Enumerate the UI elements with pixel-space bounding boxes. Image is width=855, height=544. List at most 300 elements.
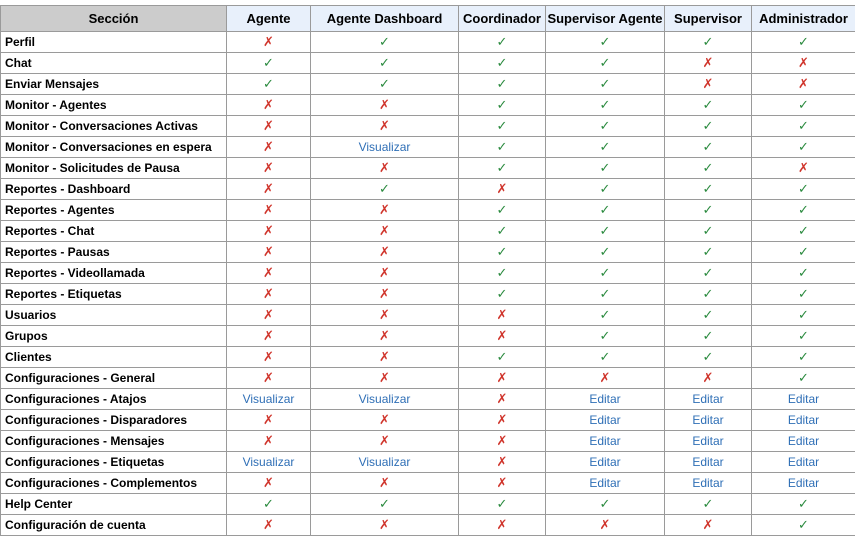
permission-cell <box>752 242 855 263</box>
check-icon: ✓ <box>497 35 508 50</box>
permission-cell <box>546 32 665 53</box>
cross-icon: ✗ <box>798 56 809 71</box>
table-row <box>1 515 855 536</box>
permission-cell <box>546 242 665 263</box>
section-label: Reportes - Pausas <box>1 242 227 263</box>
check-icon: ✓ <box>497 245 508 260</box>
check-icon: ✓ <box>798 245 809 260</box>
cross-icon: ✗ <box>263 203 274 218</box>
table-row <box>1 263 855 284</box>
table-row <box>1 347 855 368</box>
section-label: Reportes - Videollamada <box>1 263 227 284</box>
check-icon: ✓ <box>263 77 274 92</box>
permission-cell <box>752 221 855 242</box>
permission-cell <box>546 179 665 200</box>
check-icon: ✓ <box>497 98 508 113</box>
section-label: Configuraciones - General <box>1 368 227 389</box>
table-row <box>1 368 855 389</box>
check-icon: ✓ <box>703 182 714 197</box>
permission-cell <box>311 32 459 53</box>
cross-icon: ✗ <box>263 287 274 302</box>
permission-cell <box>546 473 665 494</box>
permission-cell <box>227 137 311 158</box>
permission-cell <box>546 431 665 452</box>
check-icon: ✓ <box>497 56 508 71</box>
permission-cell <box>546 53 665 74</box>
permission-cell <box>752 452 855 473</box>
permission-cell <box>546 410 665 431</box>
permission-cell <box>665 473 752 494</box>
header-role-supervisor-agente: Supervisor Agente <box>546 6 665 32</box>
check-icon: ✓ <box>703 350 714 365</box>
permission-cell <box>752 431 855 452</box>
check-icon: ✓ <box>703 245 714 260</box>
permission-cell <box>311 137 459 158</box>
cross-icon: ✗ <box>263 140 274 155</box>
check-icon: ✓ <box>798 329 809 344</box>
check-icon: ✓ <box>600 35 611 50</box>
permission-cell <box>459 305 546 326</box>
table-row <box>1 158 855 179</box>
permission-cell <box>546 263 665 284</box>
check-icon: ✓ <box>703 497 714 512</box>
cross-icon: ✗ <box>497 182 508 197</box>
check-icon: ✓ <box>798 497 809 512</box>
check-icon: ✓ <box>703 35 714 50</box>
permission-cell <box>227 263 311 284</box>
check-icon: ✓ <box>600 245 611 260</box>
cross-icon: ✗ <box>798 77 809 92</box>
permission-cell <box>311 347 459 368</box>
permission-cell <box>546 452 665 473</box>
check-icon: ✓ <box>703 224 714 239</box>
cross-icon: ✗ <box>263 371 274 386</box>
permission-cell <box>227 95 311 116</box>
permission-cell <box>459 116 546 137</box>
permission-cell <box>752 116 855 137</box>
permission-cell <box>665 95 752 116</box>
permission-cell <box>546 95 665 116</box>
permission-level-text: Editar <box>788 455 819 469</box>
permission-cell <box>459 263 546 284</box>
permission-cell <box>752 368 855 389</box>
permission-cell <box>665 53 752 74</box>
check-icon: ✓ <box>497 161 508 176</box>
cross-icon: ✗ <box>263 434 274 449</box>
permission-level-text: Visualizar <box>243 392 295 406</box>
check-icon: ✓ <box>798 182 809 197</box>
permission-cell <box>546 284 665 305</box>
permission-cell <box>752 74 855 95</box>
cross-icon: ✗ <box>379 434 390 449</box>
permissions-table <box>0 5 855 536</box>
check-icon: ✓ <box>600 140 611 155</box>
permission-level-text: Editar <box>692 476 723 490</box>
check-icon: ✓ <box>798 140 809 155</box>
check-icon: ✓ <box>497 203 508 218</box>
permission-cell <box>459 494 546 515</box>
permission-cell <box>311 284 459 305</box>
check-icon: ✓ <box>379 497 390 512</box>
check-icon: ✓ <box>798 371 809 386</box>
permission-cell <box>227 158 311 179</box>
cross-icon: ✗ <box>263 98 274 113</box>
permission-cell <box>665 263 752 284</box>
permission-cell <box>546 137 665 158</box>
cross-icon: ✗ <box>379 329 390 344</box>
permission-cell <box>311 158 459 179</box>
cross-icon: ✗ <box>497 476 508 491</box>
permission-cell <box>546 158 665 179</box>
permission-level-text: Editar <box>788 476 819 490</box>
permission-cell <box>227 284 311 305</box>
section-label: Monitor - Agentes <box>1 95 227 116</box>
permission-cell <box>459 410 546 431</box>
header-role-supervisor: Supervisor <box>665 6 752 32</box>
permission-cell <box>459 515 546 536</box>
permission-cell <box>752 200 855 221</box>
check-icon: ✓ <box>703 98 714 113</box>
permission-cell <box>752 305 855 326</box>
permission-cell <box>546 494 665 515</box>
section-label: Help Center <box>1 494 227 515</box>
permission-cell <box>752 389 855 410</box>
permission-cell <box>665 368 752 389</box>
permission-cell <box>311 95 459 116</box>
permission-cell <box>311 494 459 515</box>
table-row <box>1 179 855 200</box>
permission-cell <box>459 389 546 410</box>
cross-icon: ✗ <box>497 518 508 533</box>
permission-cell <box>311 263 459 284</box>
permission-cell <box>459 74 546 95</box>
permission-cell <box>459 95 546 116</box>
permission-cell <box>311 368 459 389</box>
cross-icon: ✗ <box>379 476 390 491</box>
check-icon: ✓ <box>600 119 611 134</box>
check-icon: ✓ <box>600 497 611 512</box>
permission-cell <box>459 452 546 473</box>
permission-cell <box>546 368 665 389</box>
check-icon: ✓ <box>703 308 714 323</box>
section-label: Configuraciones - Complementos <box>1 473 227 494</box>
table-row <box>1 473 855 494</box>
cross-icon: ✗ <box>263 518 274 533</box>
permission-level-text: Editar <box>692 455 723 469</box>
permission-cell <box>665 326 752 347</box>
permission-cell <box>311 200 459 221</box>
permission-cell <box>459 284 546 305</box>
cross-icon: ✗ <box>379 161 390 176</box>
permission-cell <box>665 305 752 326</box>
table-row <box>1 326 855 347</box>
permission-level-text: Editar <box>788 392 819 406</box>
permission-level-text: Editar <box>589 455 620 469</box>
table-row <box>1 431 855 452</box>
check-icon: ✓ <box>798 119 809 134</box>
permission-cell <box>752 494 855 515</box>
cross-icon: ✗ <box>703 371 714 386</box>
permission-cell <box>752 95 855 116</box>
check-icon: ✓ <box>379 35 390 50</box>
permission-cell <box>227 494 311 515</box>
permission-cell <box>665 347 752 368</box>
cross-icon: ✗ <box>600 518 611 533</box>
permission-cell <box>311 242 459 263</box>
permission-cell <box>227 347 311 368</box>
section-label: Perfil <box>1 32 227 53</box>
cross-icon: ✗ <box>263 35 274 50</box>
permission-cell <box>459 326 546 347</box>
permission-cell <box>311 410 459 431</box>
header-role-administrador: Administrador <box>752 6 855 32</box>
permission-cell <box>459 53 546 74</box>
section-label: Configuraciones - Etiquetas <box>1 452 227 473</box>
permission-cell <box>546 305 665 326</box>
permission-level-text: Editar <box>788 413 819 427</box>
permission-cell <box>546 389 665 410</box>
cross-icon: ✗ <box>703 518 714 533</box>
permission-cell <box>227 473 311 494</box>
cross-icon: ✗ <box>263 182 274 197</box>
check-icon: ✓ <box>497 266 508 281</box>
permissions-body <box>1 32 855 536</box>
check-icon: ✓ <box>798 224 809 239</box>
permission-cell <box>459 179 546 200</box>
cross-icon: ✗ <box>379 119 390 134</box>
check-icon: ✓ <box>798 287 809 302</box>
permission-cell <box>311 515 459 536</box>
section-label: Chat <box>1 53 227 74</box>
check-icon: ✓ <box>798 203 809 218</box>
permission-cell <box>459 158 546 179</box>
cross-icon: ✗ <box>263 161 274 176</box>
cross-icon: ✗ <box>497 371 508 386</box>
check-icon: ✓ <box>379 77 390 92</box>
permission-level-text: Editar <box>589 392 620 406</box>
check-icon: ✓ <box>600 182 611 197</box>
cross-icon: ✗ <box>263 350 274 365</box>
header-role-agente: Agente <box>227 6 311 32</box>
table-row <box>1 137 855 158</box>
cross-icon: ✗ <box>379 287 390 302</box>
cross-icon: ✗ <box>497 455 508 470</box>
check-icon: ✓ <box>703 140 714 155</box>
permission-cell <box>665 431 752 452</box>
permission-cell <box>227 32 311 53</box>
permission-cell <box>752 347 855 368</box>
check-icon: ✓ <box>497 350 508 365</box>
permission-cell <box>227 326 311 347</box>
permission-level-text: Editar <box>589 476 620 490</box>
header-section: Sección <box>1 6 227 32</box>
permission-cell <box>752 179 855 200</box>
permission-cell <box>227 116 311 137</box>
section-label: Clientes <box>1 347 227 368</box>
permission-cell <box>546 515 665 536</box>
permission-cell <box>665 32 752 53</box>
permission-cell <box>227 221 311 242</box>
permission-cell <box>665 452 752 473</box>
permission-cell <box>227 389 311 410</box>
check-icon: ✓ <box>703 329 714 344</box>
check-icon: ✓ <box>379 56 390 71</box>
table-row <box>1 494 855 515</box>
permission-cell <box>311 221 459 242</box>
permission-level-text: Editar <box>692 434 723 448</box>
cross-icon: ✗ <box>497 392 508 407</box>
cross-icon: ✗ <box>379 224 390 239</box>
permission-cell <box>227 200 311 221</box>
cross-icon: ✗ <box>379 245 390 260</box>
section-label: Monitor - Solicitudes de Pausa <box>1 158 227 179</box>
permission-cell <box>665 158 752 179</box>
permission-cell <box>459 347 546 368</box>
permission-cell <box>311 53 459 74</box>
table-row <box>1 221 855 242</box>
cross-icon: ✗ <box>497 308 508 323</box>
permission-level-text: Visualizar <box>243 455 295 469</box>
check-icon: ✓ <box>497 77 508 92</box>
permission-cell <box>546 347 665 368</box>
permission-cell <box>665 389 752 410</box>
check-icon: ✓ <box>600 224 611 239</box>
check-icon: ✓ <box>798 35 809 50</box>
permission-cell <box>459 221 546 242</box>
table-row <box>1 200 855 221</box>
permission-cell <box>752 32 855 53</box>
check-icon: ✓ <box>497 287 508 302</box>
permission-cell <box>459 242 546 263</box>
permission-cell <box>459 473 546 494</box>
permission-cell <box>227 74 311 95</box>
permission-level-text: Editar <box>692 392 723 406</box>
cross-icon: ✗ <box>379 203 390 218</box>
permission-cell <box>459 368 546 389</box>
cross-icon: ✗ <box>263 224 274 239</box>
permission-cell <box>227 53 311 74</box>
permission-cell <box>459 137 546 158</box>
check-icon: ✓ <box>798 308 809 323</box>
permission-cell <box>227 179 311 200</box>
cross-icon: ✗ <box>600 371 611 386</box>
permission-cell <box>752 515 855 536</box>
table-row <box>1 53 855 74</box>
permission-cell <box>665 137 752 158</box>
header-role-agente-dashboard: Agente Dashboard <box>311 6 459 32</box>
permission-cell <box>227 431 311 452</box>
cross-icon: ✗ <box>379 518 390 533</box>
permission-cell <box>227 242 311 263</box>
cross-icon: ✗ <box>497 329 508 344</box>
check-icon: ✓ <box>600 308 611 323</box>
permission-level-text: Visualizar <box>359 140 411 154</box>
permission-cell <box>665 200 752 221</box>
check-icon: ✓ <box>798 350 809 365</box>
check-icon: ✓ <box>497 224 508 239</box>
permission-cell <box>752 263 855 284</box>
table-row <box>1 410 855 431</box>
permission-cell <box>546 74 665 95</box>
permission-cell <box>311 305 459 326</box>
permission-cell <box>227 305 311 326</box>
table-row <box>1 74 855 95</box>
section-label: Grupos <box>1 326 227 347</box>
cross-icon: ✗ <box>379 266 390 281</box>
section-label: Reportes - Dashboard <box>1 179 227 200</box>
cross-icon: ✗ <box>263 266 274 281</box>
cross-icon: ✗ <box>703 77 714 92</box>
section-label: Monitor - Conversaciones en espera <box>1 137 227 158</box>
table-row <box>1 452 855 473</box>
check-icon: ✓ <box>703 161 714 176</box>
table-row <box>1 284 855 305</box>
permission-cell <box>227 368 311 389</box>
permission-cell <box>665 494 752 515</box>
table-row <box>1 95 855 116</box>
permission-cell <box>665 515 752 536</box>
permission-cell <box>546 116 665 137</box>
cross-icon: ✗ <box>379 98 390 113</box>
section-label: Configuraciones - Disparadores <box>1 410 227 431</box>
table-row <box>1 305 855 326</box>
permission-cell <box>227 452 311 473</box>
check-icon: ✓ <box>600 350 611 365</box>
permission-level-text: Editar <box>589 413 620 427</box>
permission-cell <box>752 137 855 158</box>
cross-icon: ✗ <box>263 119 274 134</box>
section-label: Configuración de cuenta <box>1 515 227 536</box>
permission-cell <box>752 326 855 347</box>
table-row <box>1 242 855 263</box>
permission-cell <box>311 431 459 452</box>
check-icon: ✓ <box>497 119 508 134</box>
permission-cell <box>752 473 855 494</box>
header-role-coordinador: Coordinador <box>459 6 546 32</box>
check-icon: ✓ <box>798 266 809 281</box>
permission-cell <box>311 326 459 347</box>
permission-cell <box>311 473 459 494</box>
check-icon: ✓ <box>703 203 714 218</box>
section-label: Reportes - Etiquetas <box>1 284 227 305</box>
check-icon: ✓ <box>497 497 508 512</box>
check-icon: ✓ <box>600 161 611 176</box>
permission-level-text: Visualizar <box>359 392 411 406</box>
check-icon: ✓ <box>798 518 809 533</box>
permission-cell <box>311 116 459 137</box>
cross-icon: ✗ <box>263 476 274 491</box>
table-row <box>1 116 855 137</box>
cross-icon: ✗ <box>379 413 390 428</box>
permission-cell <box>459 431 546 452</box>
permission-cell <box>546 221 665 242</box>
check-icon: ✓ <box>379 182 390 197</box>
check-icon: ✓ <box>600 287 611 302</box>
check-icon: ✓ <box>703 266 714 281</box>
cross-icon: ✗ <box>263 329 274 344</box>
permission-cell <box>752 53 855 74</box>
permission-cell <box>752 410 855 431</box>
section-label: Usuarios <box>1 305 227 326</box>
permission-level-text: Visualizar <box>359 455 411 469</box>
permission-cell <box>546 326 665 347</box>
cross-icon: ✗ <box>497 434 508 449</box>
cross-icon: ✗ <box>263 413 274 428</box>
section-label: Reportes - Agentes <box>1 200 227 221</box>
permission-level-text: Editar <box>692 413 723 427</box>
check-icon: ✓ <box>703 119 714 134</box>
header-row <box>1 6 855 32</box>
